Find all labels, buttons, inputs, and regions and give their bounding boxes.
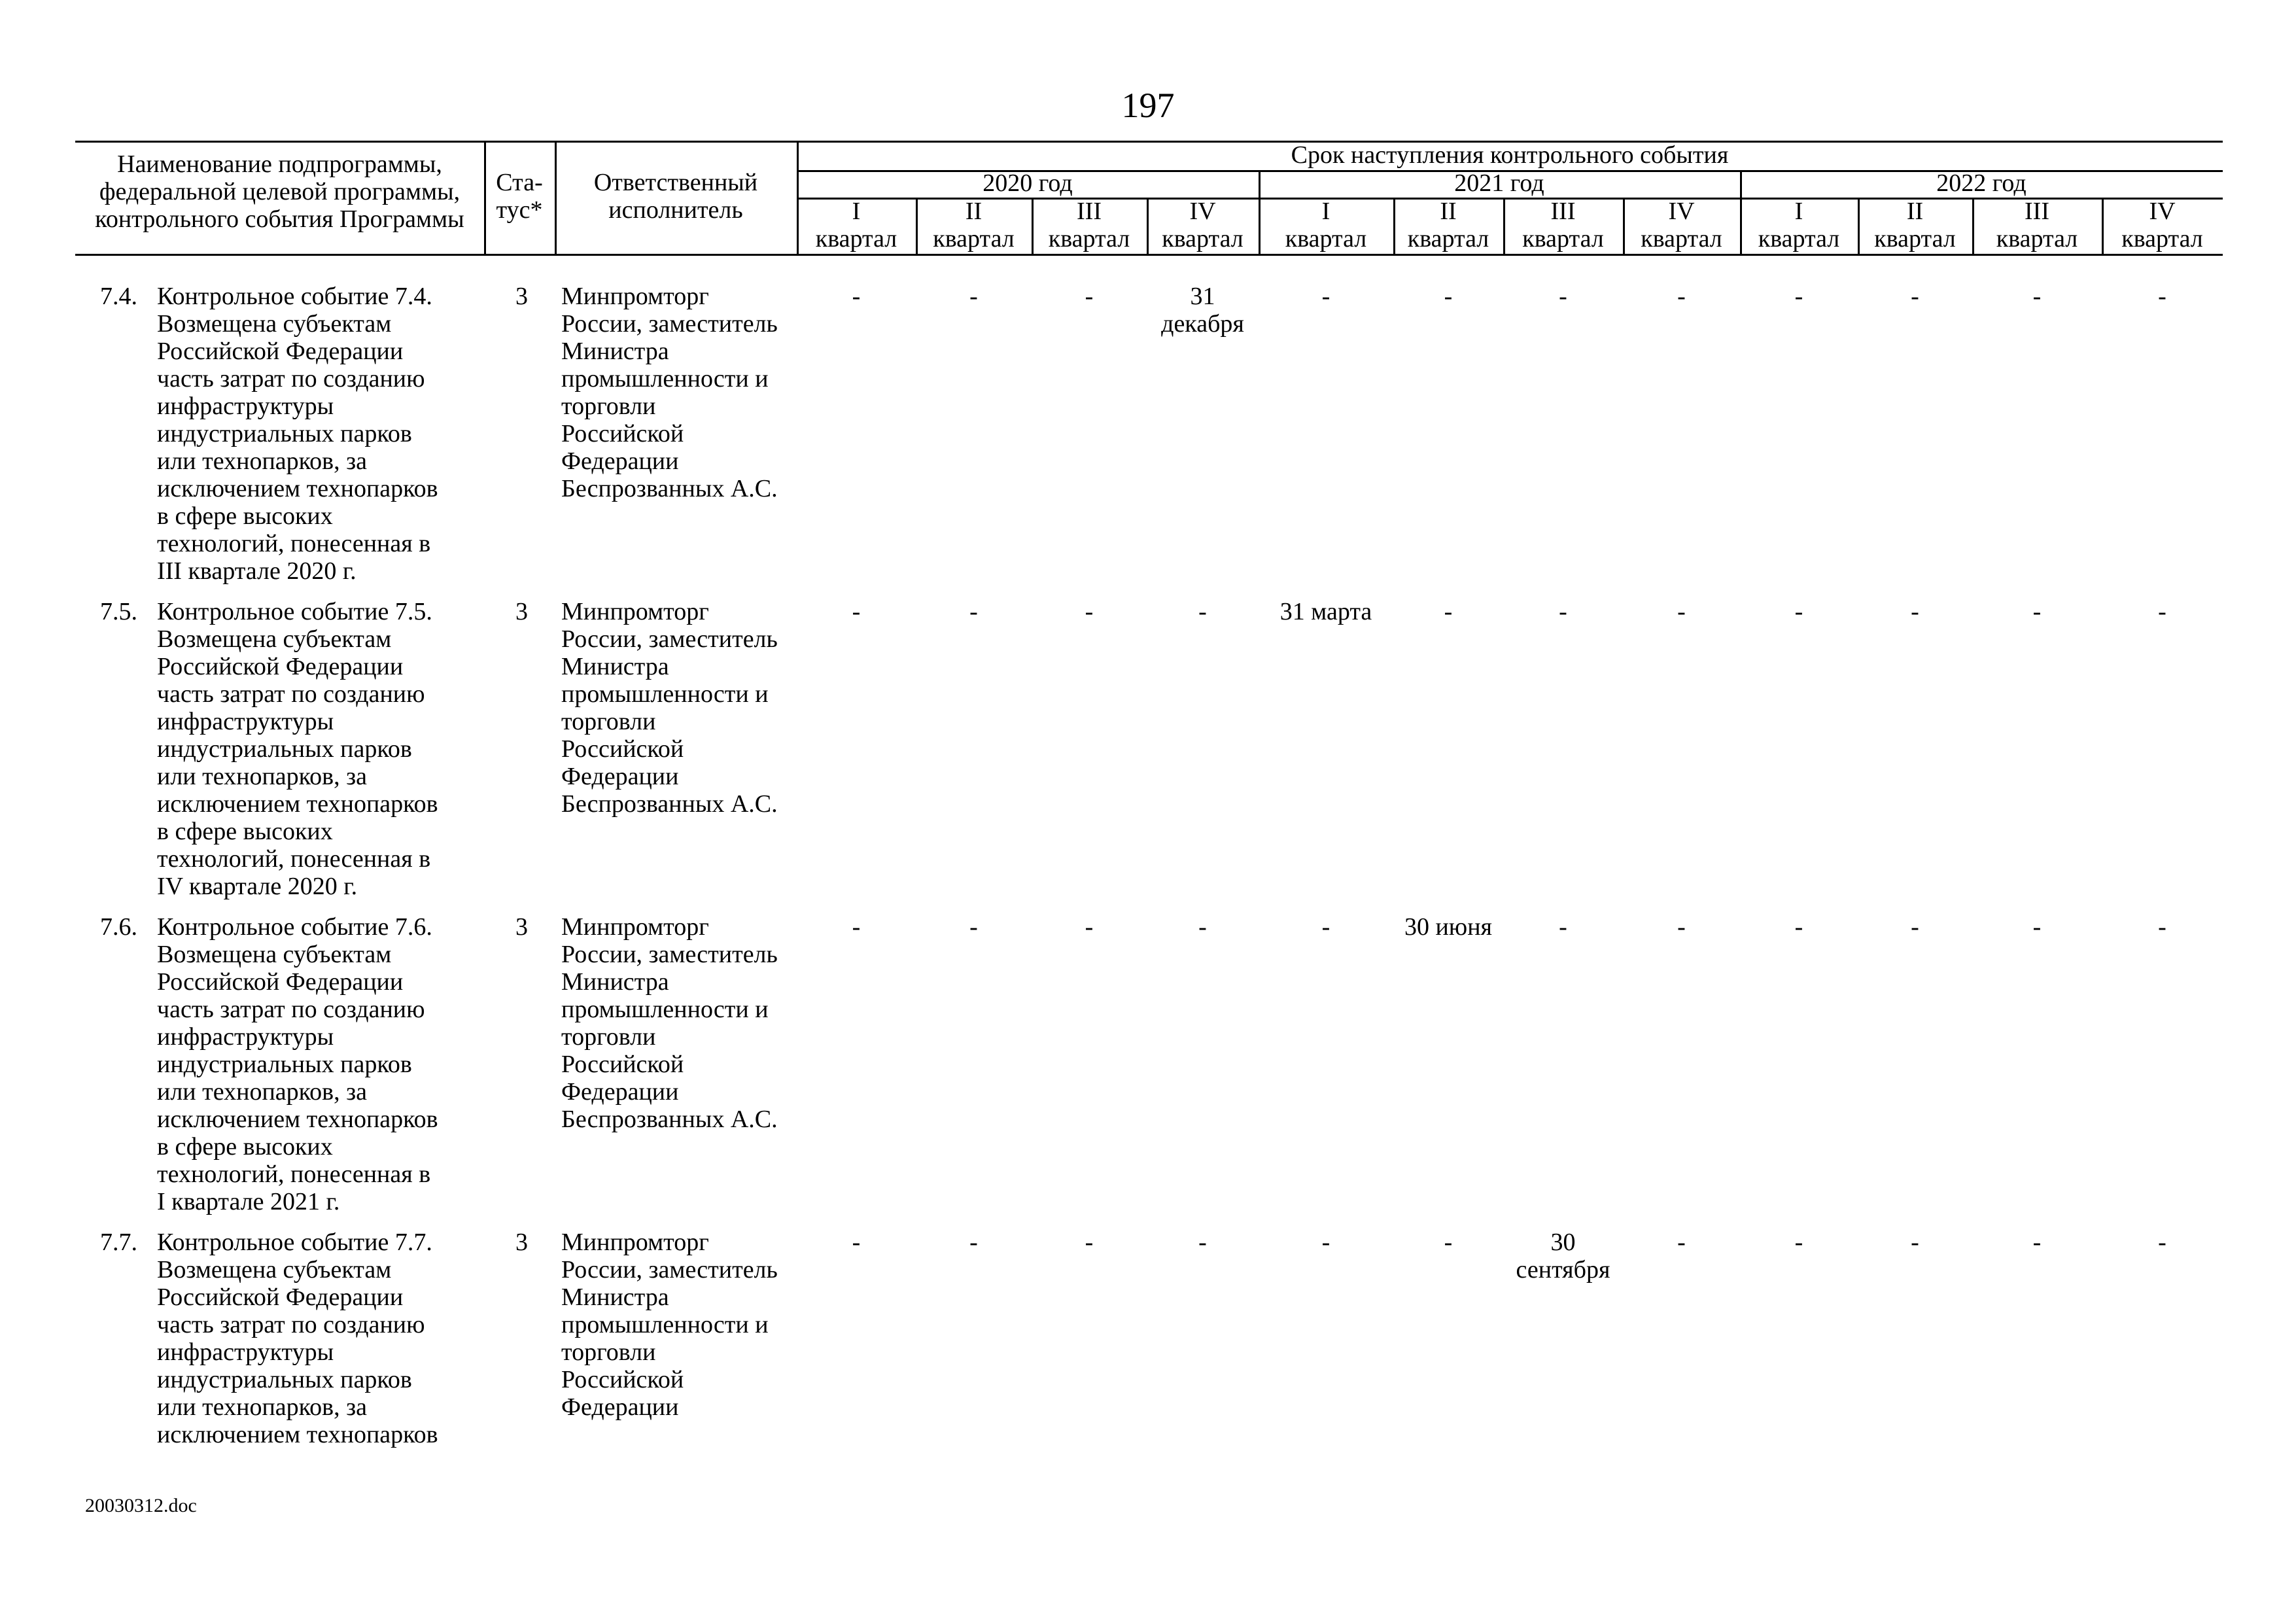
status-column-header-line: Ста- [496, 169, 543, 196]
quarter-numeral: II [1906, 198, 1924, 225]
executor-line: промышленности и [561, 365, 769, 393]
executor-line: Министра [561, 338, 669, 365]
executor-line: Федерации [561, 1393, 679, 1421]
quarter-deadline: - [2158, 913, 2166, 941]
quarter-header [1972, 198, 2102, 253]
event-name-line: индустриальных парков [157, 1366, 412, 1393]
executor-line: Министра [561, 1283, 669, 1311]
quarter-deadline: - [852, 598, 861, 625]
executor-line: Минпромторг [561, 598, 709, 625]
event-name-line: часть затрат по созданию [157, 680, 425, 708]
executor-column-header [555, 169, 797, 224]
executor-line: Российской [561, 1366, 684, 1393]
header-bottom-rule [75, 254, 2223, 256]
quarter-deadline: - [2158, 1229, 2166, 1256]
quarter-word: квартал [1996, 225, 2078, 253]
quarter-header [2102, 198, 2223, 253]
event-name-line: Российской Федерации [157, 653, 404, 680]
executor-line: Беспрозванных А.С. [561, 475, 778, 502]
quarter-deadline: 31 декабря [1161, 283, 1244, 338]
event-name-line: в сфере высоких [157, 818, 333, 845]
quarter-deadline: - [2032, 598, 2042, 625]
quarter-deadline: - [1559, 598, 1567, 625]
responsible-executor [561, 283, 797, 502]
quarter-deadline: - [1794, 1229, 1803, 1256]
quarter-numeral: IV [1189, 198, 1216, 225]
name-column-header-line: контрольного события Программы [95, 205, 464, 233]
quarter-deadline: - [1198, 598, 1207, 625]
executor-line: Минпромторг [561, 913, 709, 941]
quarter-numeral: III [1550, 198, 1576, 225]
executor-line: Министра [561, 968, 669, 996]
quarter-deadline: - [2032, 1229, 2042, 1256]
quarter-deadline: - [1559, 283, 1567, 310]
quarter-numeral: III [1077, 198, 1102, 225]
executor-line: Федерации [561, 1078, 679, 1106]
quarter-deadline: - [1321, 913, 1331, 941]
event-name-line: IV квартале 2020 г. [157, 873, 358, 900]
event-name-line: Российской Федерации [157, 338, 404, 365]
quarter-numeral: III [2025, 198, 2049, 225]
quarter-deadline: 30 июня [1404, 913, 1493, 941]
quarter-deadline: - [1677, 913, 1686, 941]
event-name-line: Возмещена субъектам [157, 1256, 392, 1283]
event-name-line: III квартале 2020 г. [157, 557, 357, 585]
quarter-deadline: - [969, 283, 978, 310]
quarter-deadline: - [1794, 598, 1803, 625]
event-name-line: индустриальных парков [157, 420, 412, 447]
quarter-deadline: - [852, 1229, 861, 1256]
event-status: 3 [515, 598, 528, 625]
quarter-deadline: - [1911, 1229, 1919, 1256]
executor-line: Российской [561, 420, 684, 447]
quarter-header [1147, 198, 1259, 253]
event-name-line: или технопарков, за [157, 763, 367, 790]
quarter-header [916, 198, 1032, 253]
quarter-header [1623, 198, 1740, 253]
event-name-line: Возмещена субъектам [157, 310, 392, 338]
quarter-header [1259, 198, 1393, 253]
executor-column-header-line: исполнитель [608, 196, 743, 224]
responsible-executor [561, 598, 797, 818]
executor-line: торговли [561, 708, 656, 735]
status-column-header [484, 169, 555, 224]
quarter-header [1503, 198, 1623, 253]
quarter-numeral: IV [1668, 198, 1695, 225]
event-name-line: технологий, понесенная в [157, 1161, 431, 1188]
quarter-word: квартал [815, 225, 897, 253]
quarter-deadline: - [1198, 913, 1207, 941]
quarter-deadline: - [852, 283, 861, 310]
status-column-header-line: тус* [496, 196, 543, 224]
event-name-line: часть затрат по созданию [157, 1311, 425, 1338]
quarter-deadline: - [969, 913, 978, 941]
year-header: 2021 год [1454, 169, 1544, 197]
year-header: 2020 год [983, 169, 1073, 197]
quarter-deadline: - [1794, 913, 1803, 941]
event-name-line: Контрольное событие 7.4. [157, 283, 432, 310]
quarter-word: квартал [933, 225, 1015, 253]
event-status: 3 [515, 913, 528, 941]
event-name-line: I квартале 2021 г. [157, 1188, 340, 1215]
row-number: 7.7. [100, 1229, 137, 1256]
quarter-deadline: - [1444, 283, 1453, 310]
responsible-executor [561, 1229, 797, 1421]
quarter-word: квартал [1407, 225, 1489, 253]
name-column-header [75, 150, 484, 233]
quarter-numeral: IV [2149, 198, 2176, 225]
footer-filename: 20030312.doc [85, 1495, 197, 1516]
event-name [157, 598, 484, 900]
event-name-line: или технопарков, за [157, 1393, 367, 1421]
quarter-deadline: - [2158, 598, 2166, 625]
row-number: 7.6. [100, 913, 137, 941]
event-name [157, 1229, 484, 1448]
quarter-word: квартал [1522, 225, 1604, 253]
row-number: 7.5. [100, 598, 137, 625]
event-status: 3 [515, 283, 528, 310]
executor-line: Минпромторг [561, 283, 709, 310]
quarter-word: квартал [2121, 225, 2203, 253]
event-name-line: исключением технопарков [157, 475, 438, 502]
quarter-word: квартал [1285, 225, 1367, 253]
executor-line: промышленности и [561, 1311, 769, 1338]
executor-line: промышленности и [561, 996, 769, 1023]
event-name-line: технологий, понесенная в [157, 530, 431, 557]
quarter-header [1858, 198, 1972, 253]
event-name-line: Возмещена субъектам [157, 625, 392, 653]
executor-line: России, заместитель [561, 625, 778, 653]
event-status: 3 [515, 1229, 528, 1256]
quarter-deadline: - [1677, 283, 1686, 310]
quarter-deadline: - [1911, 283, 1919, 310]
event-name-line: в сфере высоких [157, 502, 333, 530]
event-name-line: индустриальных парков [157, 1051, 412, 1078]
executor-line: Беспрозванных А.С. [561, 1106, 778, 1133]
quarter-word: квартал [1874, 225, 1956, 253]
quarter-deadline: - [2158, 283, 2166, 310]
event-name-line: индустриальных парков [157, 735, 412, 763]
executor-line: Минпромторг [561, 1229, 709, 1256]
executor-line: Российской [561, 735, 684, 763]
quarter-deadline: 30 сентября [1516, 1229, 1610, 1283]
event-name-line: часть затрат по созданию [157, 996, 425, 1023]
quarter-deadline: - [2032, 283, 2042, 310]
quarter-deadline: - [2032, 913, 2042, 941]
event-name-line: Контрольное событие 7.6. [157, 913, 432, 941]
page-number: 197 [1121, 86, 1175, 125]
event-name-line: Контрольное событие 7.7. [157, 1229, 432, 1256]
quarter-numeral: I [1321, 198, 1331, 225]
quarter-deadline: - [969, 1229, 978, 1256]
quarter-deadline: - [1085, 913, 1094, 941]
event-name-line: часть затрат по созданию [157, 365, 425, 393]
quarter-deadline: - [1198, 1229, 1207, 1256]
event-name [157, 913, 484, 1215]
executor-line: промышленности и [561, 680, 769, 708]
event-name-line: исключением технопарков [157, 790, 438, 818]
quarter-deadline: - [1677, 598, 1686, 625]
event-name-line: в сфере высоких [157, 1133, 333, 1161]
event-name-line: Российской Федерации [157, 968, 404, 996]
executor-line: России, заместитель [561, 1256, 778, 1283]
quarter-numeral: I [852, 198, 861, 225]
executor-line: Российской [561, 1051, 684, 1078]
event-name-line: технологий, понесенная в [157, 845, 431, 873]
quarter-word: квартал [1758, 225, 1840, 253]
executor-line: Беспрозванных А.С. [561, 790, 778, 818]
name-column-header-line: федеральной целевой программы, [99, 178, 461, 205]
quarter-deadline: - [1321, 283, 1331, 310]
quarter-deadline: - [1444, 598, 1453, 625]
quarter-deadline: - [969, 598, 978, 625]
executor-line: Федерации [561, 447, 679, 475]
year-header: 2022 год [1936, 169, 2026, 197]
quarter-deadline: - [1911, 913, 1919, 941]
quarter-header [797, 198, 916, 253]
executor-line: России, заместитель [561, 941, 778, 968]
event-name-line: исключением технопарков [157, 1106, 438, 1133]
quarter-deadline: - [1677, 1229, 1686, 1256]
quarter-deadline: - [1085, 283, 1094, 310]
name-column-header-line: Наименование подпрограммы, [117, 150, 442, 178]
quarter-numeral: I [1794, 198, 1803, 225]
executor-line: Министра [561, 653, 669, 680]
quarter-deadline: - [1444, 1229, 1453, 1256]
executor-line: торговли [561, 393, 656, 420]
event-name-line: или технопарков, за [157, 1078, 367, 1106]
event-name-line: Российской Федерации [157, 1283, 404, 1311]
quarter-deadline: - [852, 913, 861, 941]
quarter-deadline: - [1559, 913, 1567, 941]
quarter-word: квартал [1048, 225, 1130, 253]
quarter-header [1032, 198, 1147, 253]
responsible-executor [561, 913, 797, 1133]
quarter-deadline: - [1911, 598, 1919, 625]
quarter-header [1740, 198, 1858, 253]
quarter-numeral: II [965, 198, 983, 225]
event-name [157, 283, 484, 585]
quarter-numeral: II [1440, 198, 1457, 225]
event-name-line: инфраструктуры [157, 393, 334, 420]
quarter-deadline: - [1794, 283, 1803, 310]
quarter-header [1393, 198, 1503, 253]
event-name-line: Возмещена субъектам [157, 941, 392, 968]
executor-column-header-line: Ответственный [593, 169, 758, 196]
event-name-line: Контрольное событие 7.5. [157, 598, 432, 625]
quarter-word: квартал [1641, 225, 1722, 253]
quarter-deadline: - [1085, 1229, 1094, 1256]
row-number: 7.4. [100, 283, 137, 310]
deadline-title: Срок наступления контрольного события [1291, 141, 1729, 169]
event-name-line: или технопарков, за [157, 447, 367, 475]
event-name-line: инфраструктуры [157, 708, 334, 735]
executor-line: торговли [561, 1338, 656, 1366]
quarter-deadline: 31 марта [1279, 598, 1372, 625]
event-name-line: инфраструктуры [157, 1023, 334, 1051]
executor-line: торговли [561, 1023, 656, 1051]
executor-line: России, заместитель [561, 310, 778, 338]
quarter-word: квартал [1162, 225, 1244, 253]
event-name-line: исключением технопарков [157, 1421, 438, 1448]
executor-line: Федерации [561, 763, 679, 790]
event-name-line: инфраструктуры [157, 1338, 334, 1366]
quarter-deadline: - [1321, 1229, 1331, 1256]
quarter-deadline: - [1085, 598, 1094, 625]
